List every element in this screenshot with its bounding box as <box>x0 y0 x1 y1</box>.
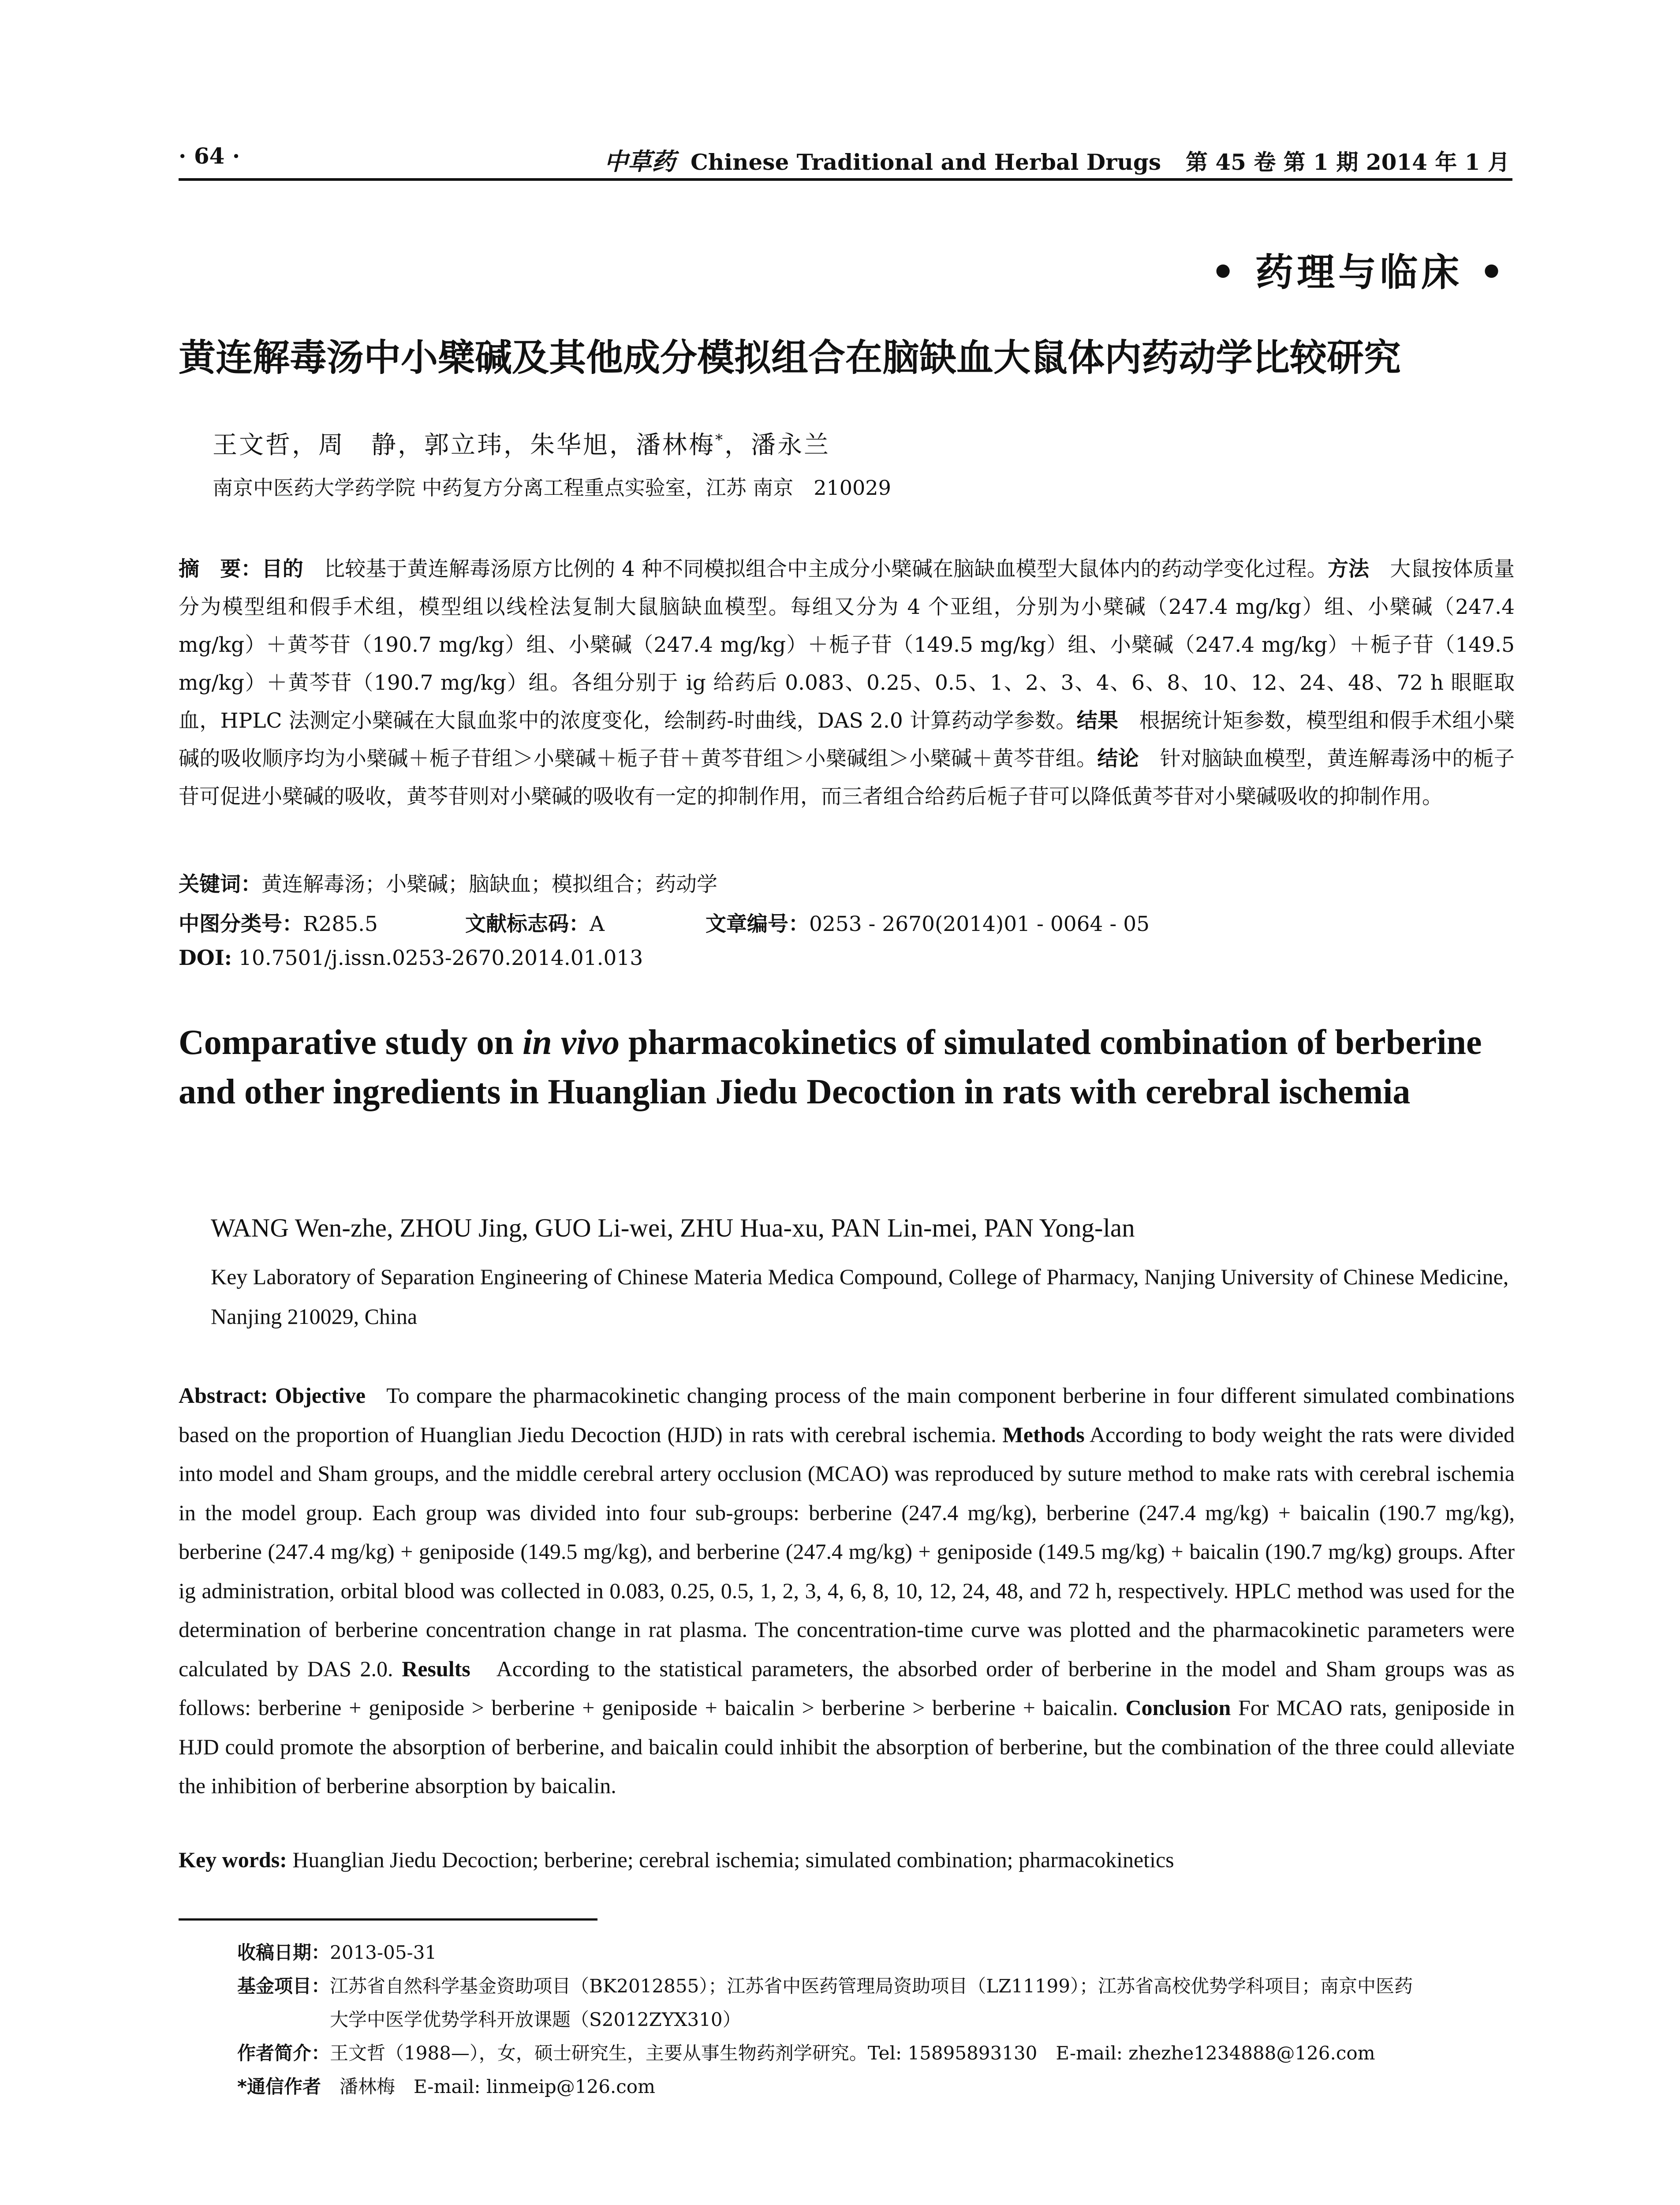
running-header <box>179 140 1512 181</box>
english-keywords <box>179 1847 1174 1872</box>
corresponding-text: 潘林梅 E-mail: linmeip@126.com <box>339 2076 655 2097</box>
doc-code: A <box>590 912 605 936</box>
corresponding-mark: * <box>715 431 724 449</box>
en-objective: To compare the pharmacokinetic changing process of the main component berberine in four different simulated combinations based on the proportion of Huanglian Jiedu Decoction (HJD) in rats with cerebral ischemia. <box>179 1383 1515 1447</box>
en-methods-label: Methods <box>1002 1422 1085 1447</box>
footnote-fund-continued <box>237 2003 1516 2037</box>
doi-value[interactable]: 10.7501/j.issn.0253-2670.2014.01.013 <box>239 946 643 970</box>
chinese-affiliation: 南京中医药大学药学院 中药复方分离工程重点实验室，江苏 南京 210029 <box>213 476 891 500</box>
clc-label: 中图分类号： <box>179 912 303 936</box>
footnote-divider <box>179 1918 597 1921</box>
en-conclusion-label: Conclusion <box>1125 1695 1231 1720</box>
chinese-authors-main: 王文哲，周 静，郭立玮，朱华旭，潘林梅 <box>213 431 715 460</box>
cn-keywords-label: 关键词： <box>179 872 261 897</box>
en-objective-label: Objective <box>275 1383 366 1408</box>
english-abstract <box>179 1376 1515 1805</box>
footnotes <box>237 1936 1516 2104</box>
en-title-part-2: pharmacokinetics of simulated combination of berberine and other ingredients in Huanglian Jiedu Decoction in rats with cerebral ischemia <box>179 1023 1482 1111</box>
cn-objective-label: 目的 <box>261 557 303 581</box>
english-authors: WANG Wen-zhe, ZHOU Jing, GUO Li-wei, ZHU Hua-xu, PAN Lin-mei, PAN Yong-lan <box>211 1213 1135 1242</box>
fund-label: 基金项目： <box>237 1975 330 1997</box>
chinese-keywords <box>179 868 717 897</box>
issue-info: 第 45 卷 第 1 期 2014 年 1 月 <box>1185 149 1510 175</box>
cn-conclusion: 针对脑缺血模型，黄连解毒汤中的栀子苷可促进小檗碱的吸收，黄芩苷则对小檗碱的吸收有一定的抑制作用，而三者组合给药后栀子苷可以降低黄芩苷对小檗碱吸收的抑制作用。 <box>179 747 1515 809</box>
doc-code-label: 文献标志码： <box>465 912 590 936</box>
fund-line-2: 大学中医学优势学科开放课题（S2012ZYX310） <box>330 2009 741 2030</box>
page-number: · 64 · <box>179 143 240 169</box>
en-abstract-label: Abstract: <box>179 1383 268 1408</box>
journal-name <box>604 143 1510 177</box>
corresponding-label: *通信作者 <box>237 2076 321 2097</box>
cn-results-label: 结果 <box>1076 709 1119 733</box>
en-methods: According to body weight the rats were divided into model and Sham groups, and the middle cerebral artery occlusion (MCAO) was reproduced by suture method to make rats with cerebral ischemia in the model group. Each group was divided into four sub-groups: berberine (247.4 mg/kg), berberine (247.4 mg/kg) + baicalin (190.7 mg/kg), berberine (247.4 mg/kg) + geniposide (149.5 mg/kg), and berberine (247.4 mg/kg) + geniposide (149.5 mg/kg) + baicalin (190.7 mg/kg) groups. After ig administration, orbital blood was collected in 0.083, 0.25, 0.5, 1, 2, 3, 4, 6, 8, 10, 12, 24, 48, and 72 h, respectively. HPLC method was used for the determination of berberine concentration change in rat plasma. The concentration-time curve was plotted and the pharmacokinetic parameters were calculated by DAS 2.0. <box>179 1422 1515 1681</box>
doi-label: DOI: <box>179 946 232 970</box>
journal-name-en: Chinese Traditional and Herbal Drugs <box>691 149 1161 175</box>
cn-results: 根据统计矩参数，模型组和假手术组小檗碱的吸收顺序均为小檗碱＋栀子苷组＞小檗碱＋栀子苷＋黄芩苷组＞小檗碱组＞小檗碱＋黄芩苷组。 <box>179 709 1515 771</box>
en-keywords: Huanglian Jiedu Decoction; berberine; cerebral ischemia; simulated combination; pharmacokinetics <box>292 1847 1174 1872</box>
doi-line <box>179 946 643 970</box>
cn-methods: 大鼠按体质量分为模型组和假手术组，模型组以线栓法复制大鼠脑缺血模型。每组又分为 4 个亚组，分别为小檗碱（247.4 mg/kg）组、小檗碱（247.4 mg/kg）＋黄芩苷（190.7 mg/kg）组、小檗碱（247.4 mg/kg）＋栀子苷（149.5 mg/kg）组、小檗碱（247.4 mg/kg）＋栀子苷（149.5 mg/kg）＋黄芩苷（190.7 mg/kg）组。各组分别于 ig 给药后 0.083、0.25、0.5、1、2、3、4、6、8、10、12、24、48、72 h 眼眶取血，HPLC 法测定小檗碱在大鼠血浆中的浓度变化，绘制药-时曲线，DAS 2.0 计算药动学参数。 <box>179 557 1515 733</box>
en-title-part-1: Comparative study on <box>179 1023 523 1062</box>
chinese-authors <box>213 426 830 461</box>
cn-methods-label: 方法 <box>1327 557 1370 581</box>
classification-row <box>179 908 1150 937</box>
chinese-abstract <box>179 550 1515 816</box>
fund-line-1: 江苏省自然科学基金资助项目（BK2012855）；江苏省中医药管理局资助项目（LZ11199）；江苏省高校优势学科项目；南京中医药 <box>330 1975 1413 1997</box>
english-affiliation: Key Laboratory of Separation Engineering of Chinese Materia Medica Compound, College of Pharmacy, Nanjing University of Chinese Medicine, Nanjing 210029, China <box>211 1264 1509 1329</box>
footnote-fund <box>237 1970 1516 2003</box>
bio-text: 王文哲（1988—），女，硕士研究生，主要从事生物药剂学研究。Tel: 15895893130 E-mail: zhezhe1234888@126.com <box>330 2042 1375 2064</box>
article-no: 0253 - 2670(2014)01 - 0064 - 05 <box>809 912 1150 936</box>
en-results-label: Results <box>402 1656 470 1681</box>
received-date: 2013-05-31 <box>330 1942 437 1963</box>
footnote-corresponding <box>237 2070 1516 2104</box>
chinese-authors-tail: ，潘永兰 <box>724 431 830 460</box>
en-title-italic: in vivo <box>523 1023 620 1062</box>
journal-logo-cn: 中草药 <box>604 147 676 176</box>
clc-code: R285.5 <box>303 912 378 936</box>
cn-abstract-label: 摘 要： <box>179 557 262 581</box>
english-title <box>179 1018 1501 1117</box>
received-label: 收稿日期： <box>237 1942 330 1963</box>
footnote-received <box>237 1936 1516 1970</box>
cn-objective: 比较基于黄连解毒汤原方比例的 4 种不同模拟组合中主成分小檗碱在脑缺血模型大鼠体内的药动学变化过程。 <box>324 557 1328 581</box>
en-keywords-label: Key words: <box>179 1847 287 1872</box>
section-heading: • 药理与临床 • <box>1211 250 1507 295</box>
en-conclusion: For MCAO rats, geniposide in HJD could promote the absorption of berberine, and baicalin could inhibit the absorption of berberine, but the combination of the three could alleviate the inhibition of berberine absorption by baicalin. <box>179 1695 1515 1798</box>
cn-conclusion-label: 结论 <box>1097 747 1139 771</box>
cn-keywords: 黄连解毒汤；小檗碱；脑缺血；模拟组合；药动学 <box>261 872 717 897</box>
en-results: According to the statistical parameters, the absorbed order of berberine in the model and Sham groups was as follows: berberine + geniposide > berberine + geniposide + baicalin > berberine > berberine + baicalin. <box>179 1656 1515 1720</box>
article-no-label: 文章编号： <box>706 912 809 936</box>
footnote-author-bio <box>237 2037 1516 2070</box>
bio-label: 作者简介： <box>237 2042 330 2064</box>
chinese-title: 黄连解毒汤中小檗碱及其他成分模拟组合在脑缺血大鼠体内药动学比较研究 <box>179 336 1401 379</box>
